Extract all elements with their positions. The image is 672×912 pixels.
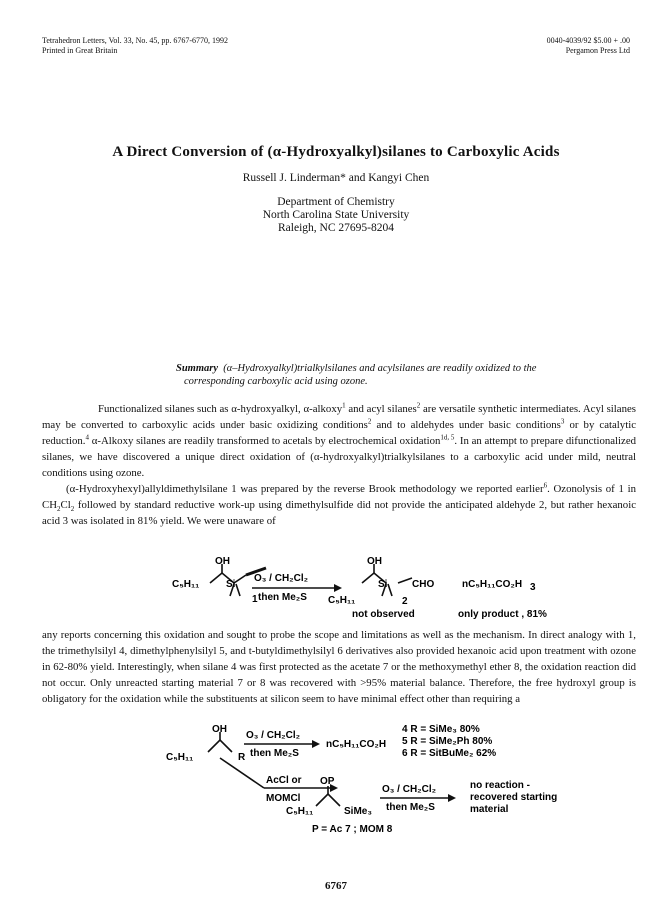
c5h11-label-4: C₅H₁₁ <box>286 806 314 817</box>
only-product-label: only product , 81% <box>458 609 547 620</box>
body-paragraphs-1 <box>42 401 636 529</box>
page-number: 6767 <box>325 880 347 892</box>
r-row-6: 6 R = SitBuMe₂ 62% <box>402 748 497 759</box>
hexanoic-acid-label: nC₅H₁₁CO₂H <box>462 579 523 590</box>
c5h11-label-2: C₅H₁₁ <box>328 595 356 606</box>
c5h11-label-1: C₅H₁₁ <box>172 579 200 590</box>
not-observed-label: not observed <box>352 609 415 620</box>
paragraph-3: any reports concerning this oxidation and sought to probe the scope and limitations as well as the mechanism. In direct analogy with 1, the trimethylsilyl 4, dimethylphenylsilyl 5, and t-butyldimethylsilyl 6 derivatives also provided hexanoic acid upon treatment with ozone in 62-80% yield. Interestingly, when silane 4 was first protected as the acetate 7 or the methoxymethyl ether 8, the oxidation reaction did not occur. Only unreacted starting material 7 or 8 was recovered with >95% material balance. Therefore, the free hydroxyl group is obligatory for the oxidation while the substituents at silicon seem to have minimal effect other than requiring a <box>42 629 636 705</box>
paper-title: A Direct Conversion of (α-Hydroxyalkyl)silanes to Carboxylic Acids <box>112 144 560 160</box>
summary <box>176 362 596 388</box>
paragraph-2: (α-Hydroxyhexyl)allyldimethylsilane 1 was prepared by the reverse Brook methodology we reported earlier$^6$. Ozonolysis of 1 in $CH_2Cl_2$ followed by standard reductive work-up using dimethylsulfide did not provide the anticipated aldehyde 2, but rather hexanoic acid 3 was isolated in 81% yield. We were unaware of <box>42 481 636 527</box>
no-reaction-line-1: no reaction - <box>470 780 531 791</box>
c5h11-label-3: C₅H₁₁ <box>166 752 194 763</box>
protecting-group-label: P = Ac 7 ; MOM 8 <box>312 824 393 835</box>
r-label: R <box>238 752 246 763</box>
affiliation-city: Raleigh, NC 27695-8204 <box>278 222 394 234</box>
no-reaction-line-2: recovered starting <box>470 792 558 803</box>
oh-label-1: OH <box>215 556 230 567</box>
paragraph-1: Functionalized silanes such as α-hydroxyalkyl, α-alkoxy$^1$ and acyl silanes$^2$ are versatile synthetic intermediates. Acyl silanes may be converted to carboxylic acids under basic oxidizing conditions$^2$ and to aldehydes under basic conditions$^3$ or by catalytic reduction.$^4$ α-Alkoxy silanes are readily transformed to acetals by electrochemical oxidation$^{1d, 5}$. In an attempt to prepare difunctionalized silanes, we have discovered a unique direct oxidation of (α-hydroxyalkyl)trialkylsilanes to a carboxylic acid under mild, neutral conditions using ozone. <box>42 401 637 479</box>
oh-label-3: OH <box>212 724 227 735</box>
reagent-bottom-2: then Me₂S <box>250 748 299 759</box>
compound-3-number: 3 <box>530 582 536 593</box>
sime3-label: SiMe₃ <box>344 806 372 817</box>
summary-line-2: corresponding carboxylic acid using ozone. <box>184 376 368 387</box>
journal-citation <box>42 36 228 56</box>
compound-2-number: 2 <box>402 596 408 607</box>
r-row-4: 4 R = SiMe₃ 80% <box>402 724 480 735</box>
reaction-scheme-1 <box>0 554 672 624</box>
op-label: OP <box>320 776 335 787</box>
journal-line-2: Printed in Great Britain <box>42 46 118 55</box>
reagent-top-2: O₃ / CH₂Cl₂ <box>246 730 301 741</box>
summary-label: Summary <box>176 363 219 374</box>
oh-label-2: OH <box>367 556 382 567</box>
reagent-bottom-1: then Me₂S <box>258 592 307 603</box>
authors: Russell J. Linderman* and Kangyi Chen <box>242 172 430 184</box>
summary-line-1: (α–Hydroxyalkyl)trialkylsilanes and acylsilanes are readily oxidized to the <box>223 363 537 374</box>
protect-reagent-top: AcCl or <box>266 775 302 786</box>
protect-reagent-bottom: MOMCl <box>266 793 301 804</box>
reagent-top-3: O₃ / CH₂Cl₂ <box>382 784 437 795</box>
reaction-scheme-2 <box>0 722 672 852</box>
r-row-5: 5 R = SiMe₂Ph 80% <box>402 736 493 747</box>
alcohol-backbone <box>208 740 232 752</box>
reagent-bottom-3: then Me₂S <box>386 802 435 813</box>
affiliation-dept: Department of Chemistry <box>277 196 395 208</box>
body-paragraphs-2 <box>42 627 636 707</box>
price-info <box>547 36 630 56</box>
affiliation-univ: North Carolina State University <box>262 209 410 221</box>
hexanoic-acid-label-2: nC₅H₁₁CO₂H <box>326 739 387 750</box>
no-reaction-line-3: material <box>470 804 509 815</box>
price-line-1: 0040-4039/92 $5.00 + .00 <box>546 36 630 45</box>
reagent-top-1: O₃ / CH₂Cl₂ <box>254 573 309 584</box>
compound-1-number: 1 <box>252 594 258 605</box>
price-line-2: Pergamon Press Ltd <box>565 46 630 55</box>
si-label-2: Si <box>378 579 388 590</box>
cho-label: CHO <box>412 579 435 590</box>
si-label-1: Si <box>226 579 236 590</box>
journal-line-1: Tetrahedron Letters, Vol. 33, No. 45, pp. 6767-6770, 1992 <box>42 36 229 45</box>
